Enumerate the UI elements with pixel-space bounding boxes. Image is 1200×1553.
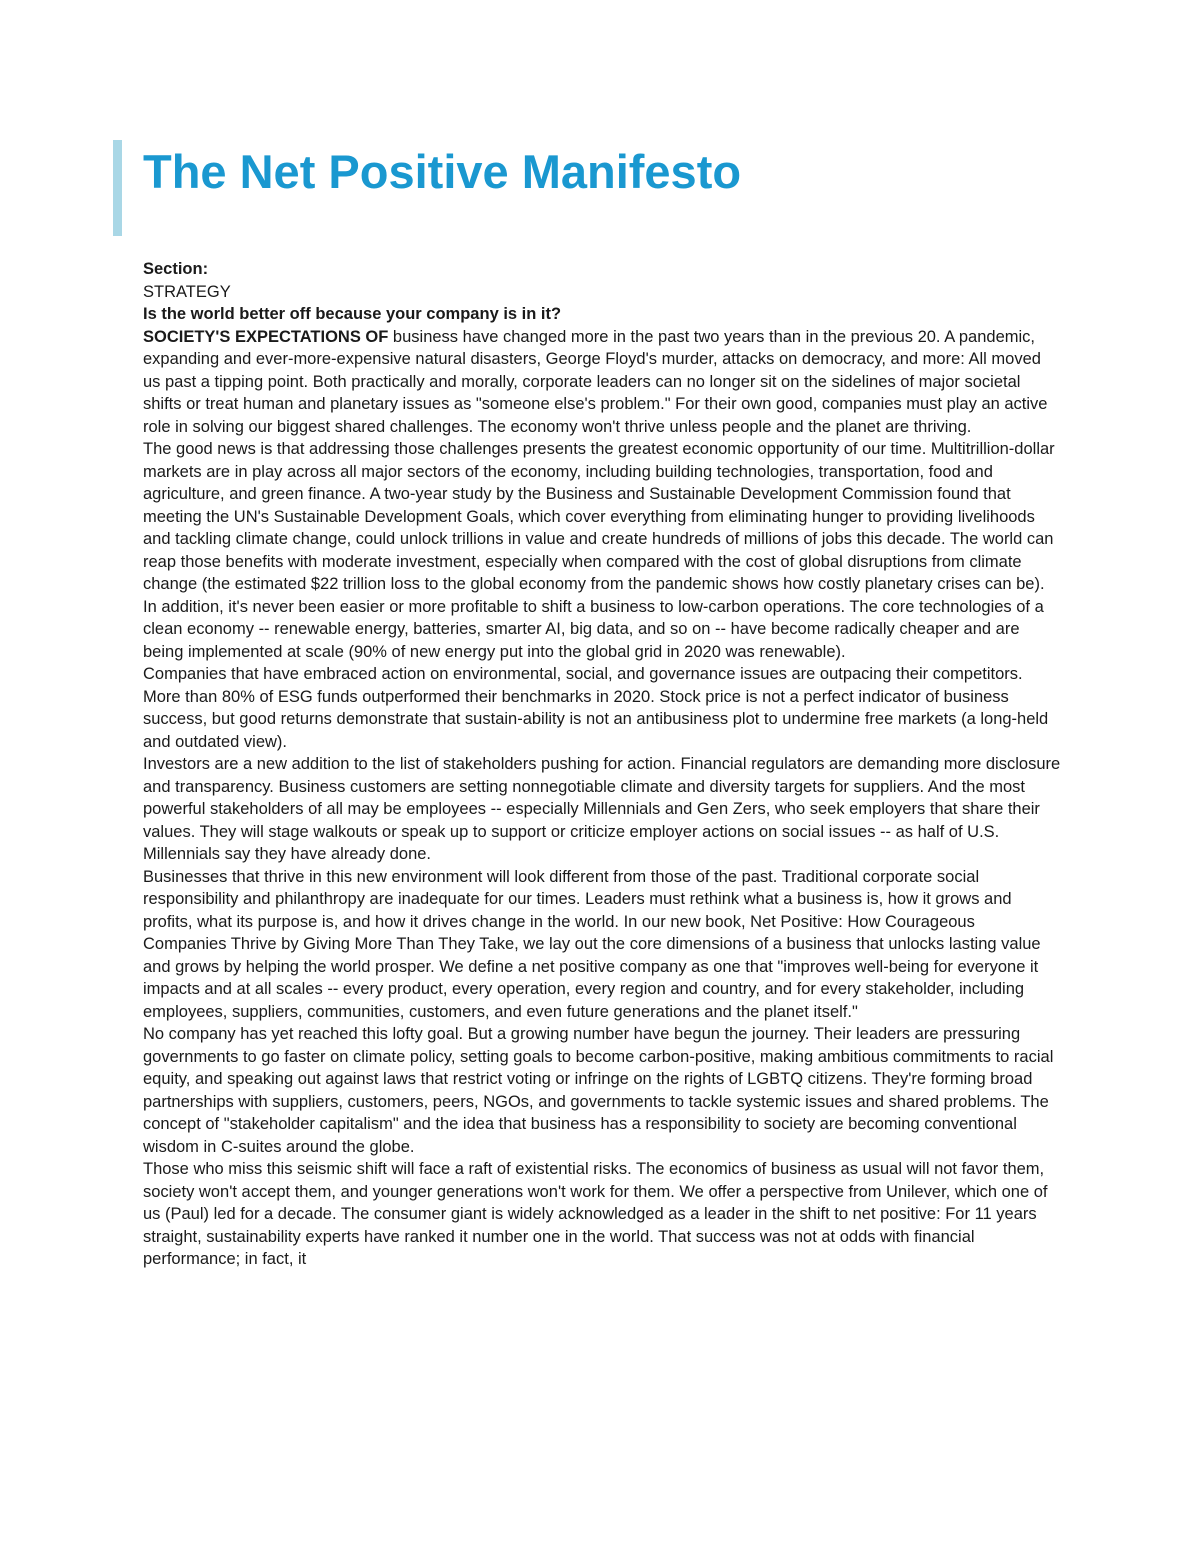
article-subtitle: Is the world better off because your company is in it? [143,305,562,323]
section-value: STRATEGY [143,282,231,301]
title-accent-bar [113,140,122,236]
paragraph-lead-in: SOCIETY'S EXPECTATIONS OF [143,327,389,346]
section-label: Section: [143,260,209,278]
paragraph-5: Businesses that thrive in this new environment will look different from those of the past. Traditional corporate social responsibility and philanthropy are inadequate for our times. Leaders must rethink what a business is, how it grows and profits, what its purpose is, and how it drives change in the world. In our new book, Net Positive: How Courageous Companies Thrive by Giving More Than They Take, we lay out the core dimensions of a business that unlocks lasting value and grows by helping the world prosper. We define a net positive company as one that "improves well-being for everyone it impacts and at all scales -- every product, every operation, every region and country, and for every stakeholder, including employees, suppliers, communities, customers, and even future generations and the planet itself." [143,867,1041,1021]
paragraph-4: Investors are a new addition to the list of stakeholders pushing for action. Financial regulators are demanding more disclosure and transparency. Business customers are setting nonnegotiable climate and diversity targets for suppliers. And the most powerful stakeholders of all may be employees -- especially Millennials and Gen Zers, who seek employers that share their values. They will stage walkouts or speak up to support or criticize employer actions on social issues -- as half of U.S. Millennials say they have already done. [143,755,1061,863]
article-body [143,258,1061,1271]
page-title: The Net Positive Manifesto [143,145,742,198]
paragraph-3: Companies that have embraced action on environmental, social, and governance issues are outpacing their competitors. More than 80% of ESG funds outperformed their benchmarks in 2020. Stock price is not a perfect indicator of business success, but good returns demonstrate that sustain-ability is not an antibusiness plot to undermine free markets (a long-held and outdated view). [143,665,1049,751]
paragraph-2: The good news is that addressing those challenges presents the greatest economic opportunity of our time. Multitrillion-dollar markets are in play across all major sectors of the economy, including building technologies, transportation, food and agriculture, and green finance. A two-year study by the Business and Sustainable Development Commission found that meeting the UN's Sustainable Development Goals, which cover everything from eliminating hunger to providing livelihoods and tackling climate change, could unlock trillions in value and create hundreds of millions of jobs this decade. The world can reap those benefits with moderate investment, especially when compared with the cost of global disruptions from climate change (the estimated $22 trillion loss to the global economy from the pandemic shows how costly planetary crises can be). In addition, it's never been easier or more profitable to shift a business to low-carbon operations. The core technologies of a clean economy -- renewable energy, batteries, smarter AI, big data, and so on -- have become radically cheaper and are being implemented at scale (90% of new energy put into the global grid in 2020 was renewable). [143,440,1055,661]
paragraph-7: Those who miss this seismic shift will face a raft of existential risks. The economics of business as usual will not favor them, society won't accept them, and younger generations won't work for them. We offer a perspective from Unilever, which one of us (Paul) led for a decade. The consumer giant is widely acknowledged as a leader in the shift to net positive: For 11 years straight, sustainability experts have ranked it number one in the world. That success was not at odds with financial performance; in fact, it [143,1160,1048,1268]
paragraph-1 [143,326,1061,439]
paragraph-1-text: business have changed more in the past two years than in the previous 20. A pandemic, expanding and ever-more-expensive natural disasters, George Floyd's murder, attacks on democracy, and more: All moved us past a tipping point. Both practically and morally, corporate leaders can no longer sit on the sidelines of major societal shifts or treat human and planetary issues as "someone else's problem." For their own good, companies must play an active role in solving our biggest shared challenges. The economy won't thrive unless people and the planet are thriving. [143,327,1048,436]
paragraph-6: No company has yet reached this lofty goal. But a growing number have begun the journey. Their leaders are pressuring governments to go faster on climate policy, setting goals to become carbon-positive, making ambitious commitments to racial equity, and speaking out against laws that restrict voting or infringe on the rights of LGBTQ citizens. They're forming broad partnerships with suppliers, customers, peers, NGOs, and governments to tackle systemic issues and shared problems. The concept of "stakeholder capitalism" and the idea that business has a responsibility to society are becoming conventional wisdom in C-suites around the globe. [143,1025,1054,1156]
